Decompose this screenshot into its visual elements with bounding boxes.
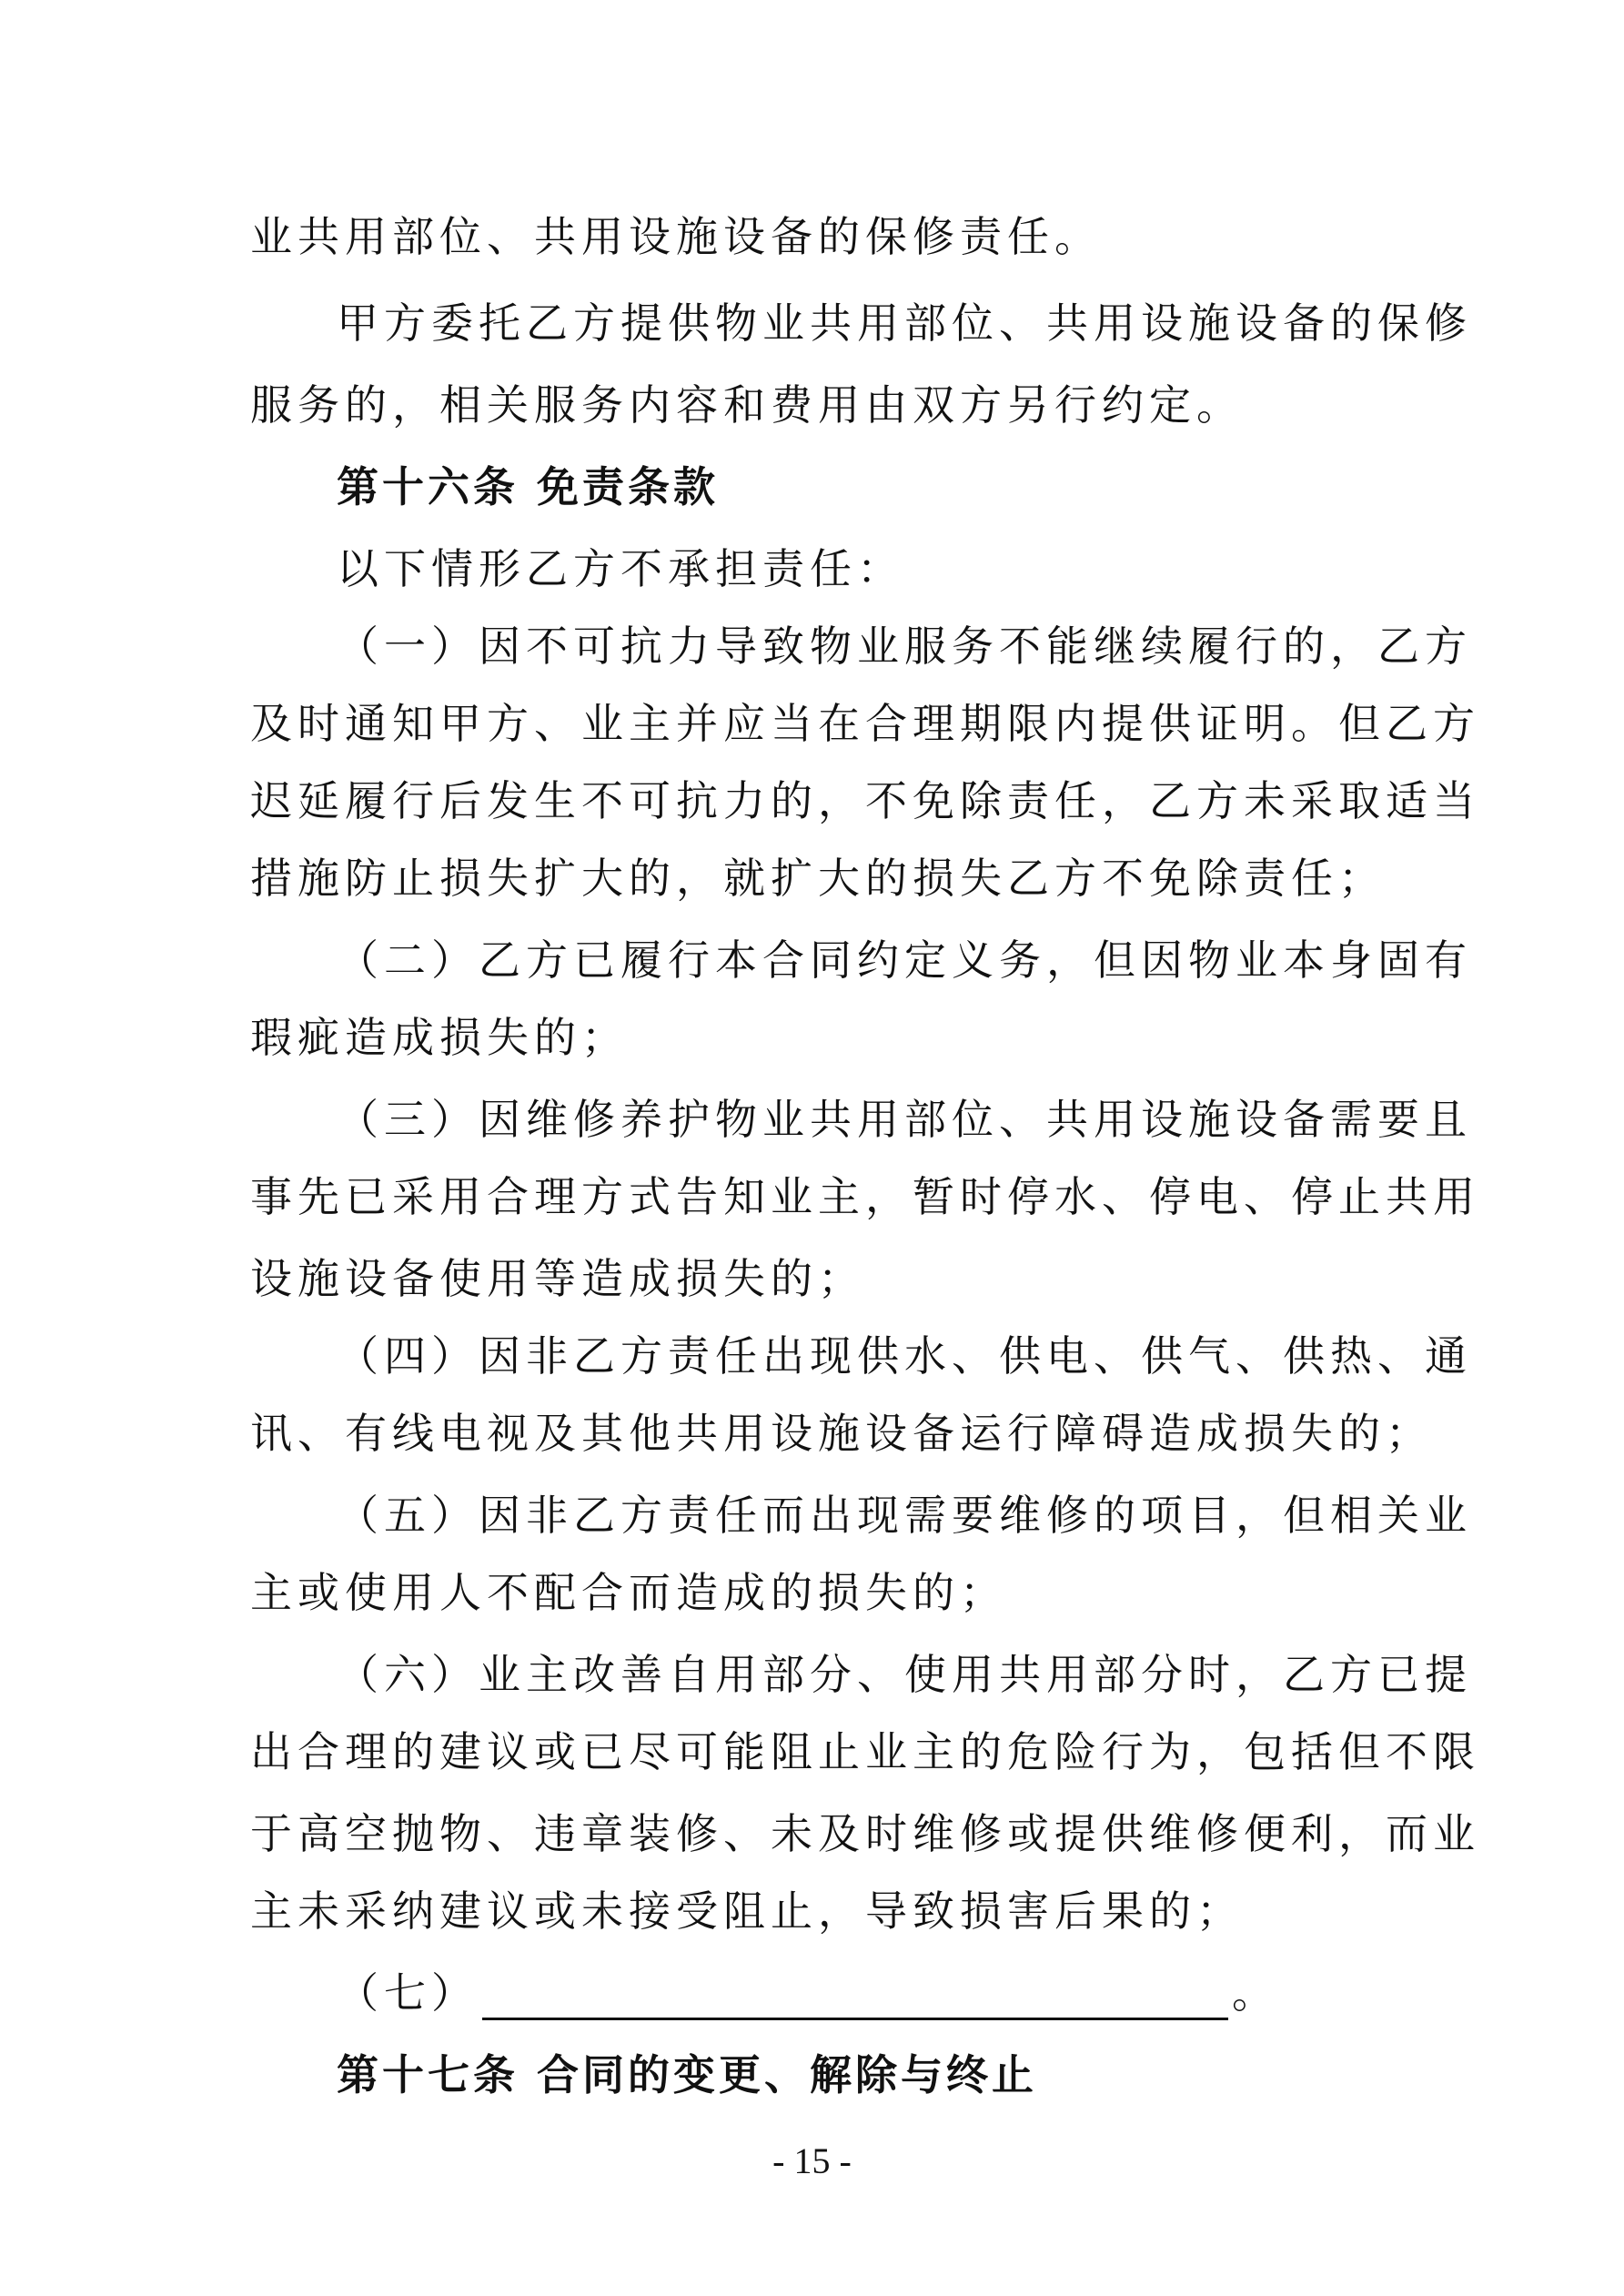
- item-seven-label: （七）: [337, 1968, 479, 2018]
- text-line: （六）业主改善自用部分、使用共用部分时，乙方已提: [337, 1650, 1472, 1699]
- text-line: 瑕疵造成损失的；: [250, 1013, 629, 1062]
- item-seven-end: 。: [1232, 1968, 1279, 2018]
- text-line: （三）因维修养护物业共用部位、共用设施设备需要且: [337, 1095, 1472, 1144]
- text-line: 及时通知甲方、业主并应当在合理期限内提供证明。但乙方: [250, 699, 1480, 748]
- text-line: 以下情形乙方不承担责任：: [337, 544, 904, 593]
- text-line: 甲方委托乙方提供物业共用部位、共用设施设备的保修: [337, 298, 1472, 348]
- text-line: （一）因不可抗力导致物业服务不能继续履行的，乙方: [337, 622, 1472, 671]
- section-heading: 第十七条 合同的变更、解除与终止: [337, 2050, 1038, 2099]
- text-line: 主或使用人不配合而造成的损失的；: [250, 1568, 1007, 1617]
- text-line: 于高空抛物、违章装修、未及时维修或提供维修便利，而业: [250, 1809, 1480, 1858]
- text-line: 设施设备使用等造成损失的；: [250, 1254, 865, 1303]
- text-line: 事先已采用合理方式告知业主，暂时停水、停电、停止共用: [250, 1172, 1480, 1221]
- text-line: 服务的，相关服务内容和费用由双方另行约定。: [250, 380, 1244, 430]
- text-line: 迟延履行后发生不可抗力的，不免除责任，乙方未采取适当: [250, 776, 1480, 825]
- text-line: 主未采纳建议或未接受阻止，导致损害后果的；: [250, 1886, 1244, 1936]
- text-line: （四）因非乙方责任出现供水、供电、供气、供热、通: [337, 1331, 1472, 1381]
- section-heading: 第十六条 免责条款: [337, 462, 720, 511]
- page-number: - 15 -: [772, 2140, 852, 2181]
- item-seven-line: [337, 1966, 1387, 2020]
- text-line: （五）因非乙方责任而出现需要维修的项目，但相关业: [337, 1491, 1472, 1540]
- text-line: 讯、有线电视及其他共用设施设备运行障碍造成损失的；: [250, 1409, 1433, 1458]
- text-line: 业共用部位、共用设施设备的保修责任。: [250, 212, 1102, 261]
- fill-in-blank[interactable]: [482, 1977, 1228, 2020]
- text-line: 出合理的建议或已尽可能阻止业主的危险行为，包括但不限: [250, 1727, 1480, 1776]
- text-line: 措施防止损失扩大的，就扩大的损失乙方不免除责任；: [250, 854, 1386, 903]
- text-line: （二）乙方已履行本合同约定义务，但因物业本身固有: [337, 936, 1472, 985]
